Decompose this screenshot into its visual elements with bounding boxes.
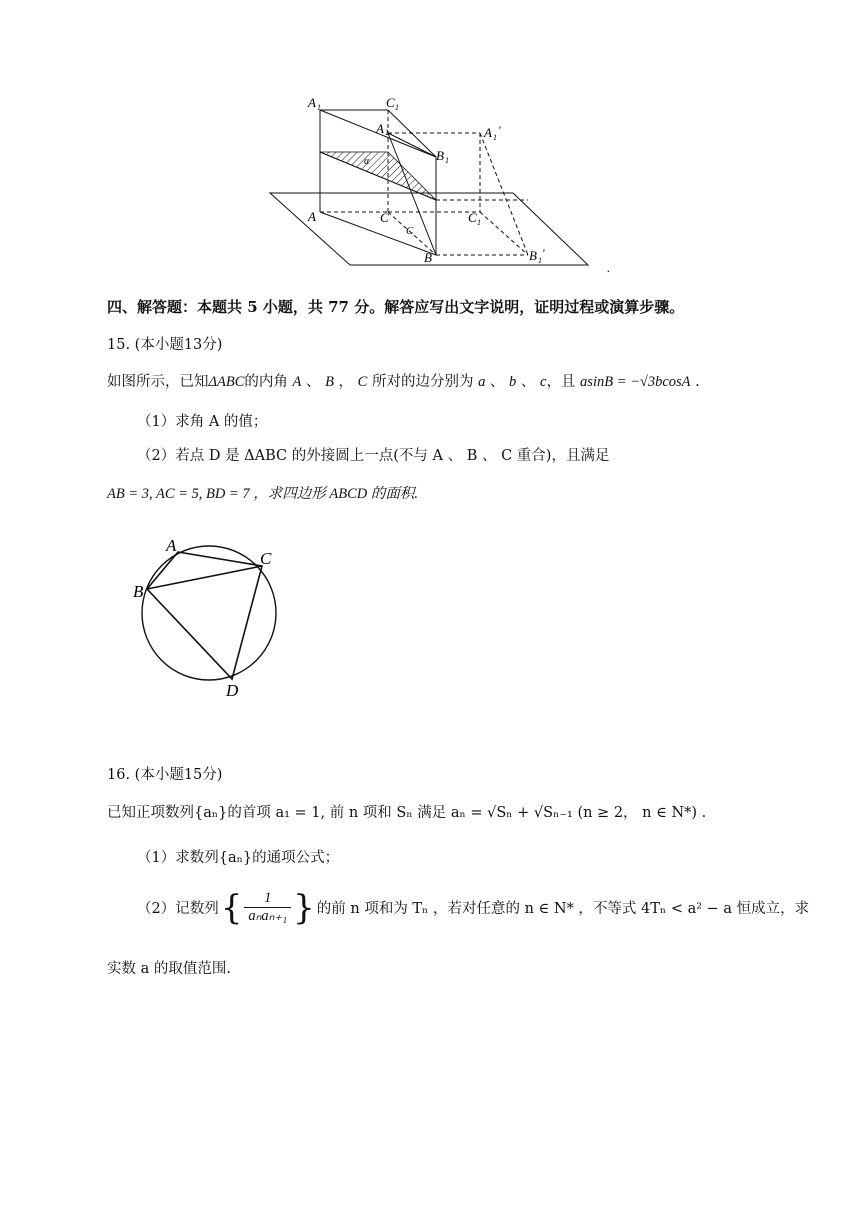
- q15-part1: （1）求角 A 的值；: [137, 414, 268, 430]
- q16-part2-line2: 实数 a 的取值范围.: [107, 961, 231, 977]
- label-B: B: [424, 250, 432, 265]
- svg-text:': ': [498, 123, 501, 137]
- circle-label-B: B: [133, 582, 144, 601]
- label-B1-prime: B: [529, 248, 537, 263]
- q16-number: 16. (本小题15分): [107, 767, 223, 783]
- q15-stem: 如图所示，已知ΔABC的内角 A 、 B ， C 所对的边分别为 a 、 b 、 c，且 asinB = −√3bcosA .: [107, 374, 700, 390]
- circle-label-C: C: [260, 549, 272, 568]
- label-A: A: [308, 209, 316, 224]
- svg-text:1: 1: [493, 133, 497, 142]
- svg-text:': ': [542, 246, 545, 260]
- q15-part2-line1: （2）若点 D 是 ΔABC 的外接圆上一点(不与 A 、 B 、 C 重合)，且满足: [137, 448, 610, 464]
- svg-text:1: 1: [317, 103, 321, 112]
- q15-part2-line2: AB = 3, AC = 5, BD = 7 ，求四边形 ABCD 的面积.: [107, 486, 419, 502]
- q16-fraction: $\frac{1}{\text{aₙaₙ₊₁}}$: [244, 890, 291, 925]
- prism-plane-figure: [0, 0, 868, 290]
- label-alpha: α: [364, 156, 370, 167]
- label-C1-bottom: C: [468, 210, 477, 225]
- section-heading: 四、解答题：本题共 5 小题，共 77 分。解答应写出文字说明，证明过程或演算步骤。: [107, 298, 685, 316]
- trailing-dot: .: [607, 260, 611, 275]
- label-A1: A: [308, 95, 316, 110]
- q16-part1: （1）求数列{aₙ}的通项公式；: [137, 850, 340, 866]
- circle-label-A: A: [166, 536, 177, 555]
- label-small-c: C: [406, 225, 414, 237]
- circle-figure: [120, 530, 300, 705]
- label-C: C: [380, 210, 389, 225]
- label-B1: B: [436, 148, 444, 163]
- q16-stem: 已知正项数列{aₙ}的首项 a₁ = 1, 前 n 项和 Sₙ 满足 aₙ = √Sₙ + √Sₙ₋₁ (n ≥ 2， n ∈ N*) .: [107, 805, 707, 821]
- label-A1-double: A: [484, 125, 492, 140]
- q16-part2: （2）记数列 { $\frac{1}{\text{aₙaₙ₊₁}}$ } 的前 n 项和为 Tₙ ，若对任意的 n ∈ N* ，不等式 4Tₙ < a² − a 恒成立，求: [137, 887, 810, 928]
- svg-text:1: 1: [538, 256, 542, 265]
- svg-text:1: 1: [477, 218, 481, 227]
- label-A1-prime: A: [376, 121, 384, 136]
- svg-text:1: 1: [445, 156, 449, 165]
- svg-text:1: 1: [395, 103, 399, 112]
- label-C1: C: [386, 95, 395, 110]
- circle-label-D: D: [226, 681, 239, 700]
- svg-text:1: 1: [385, 128, 389, 137]
- q15-number: 15. (本小题13分): [107, 337, 223, 353]
